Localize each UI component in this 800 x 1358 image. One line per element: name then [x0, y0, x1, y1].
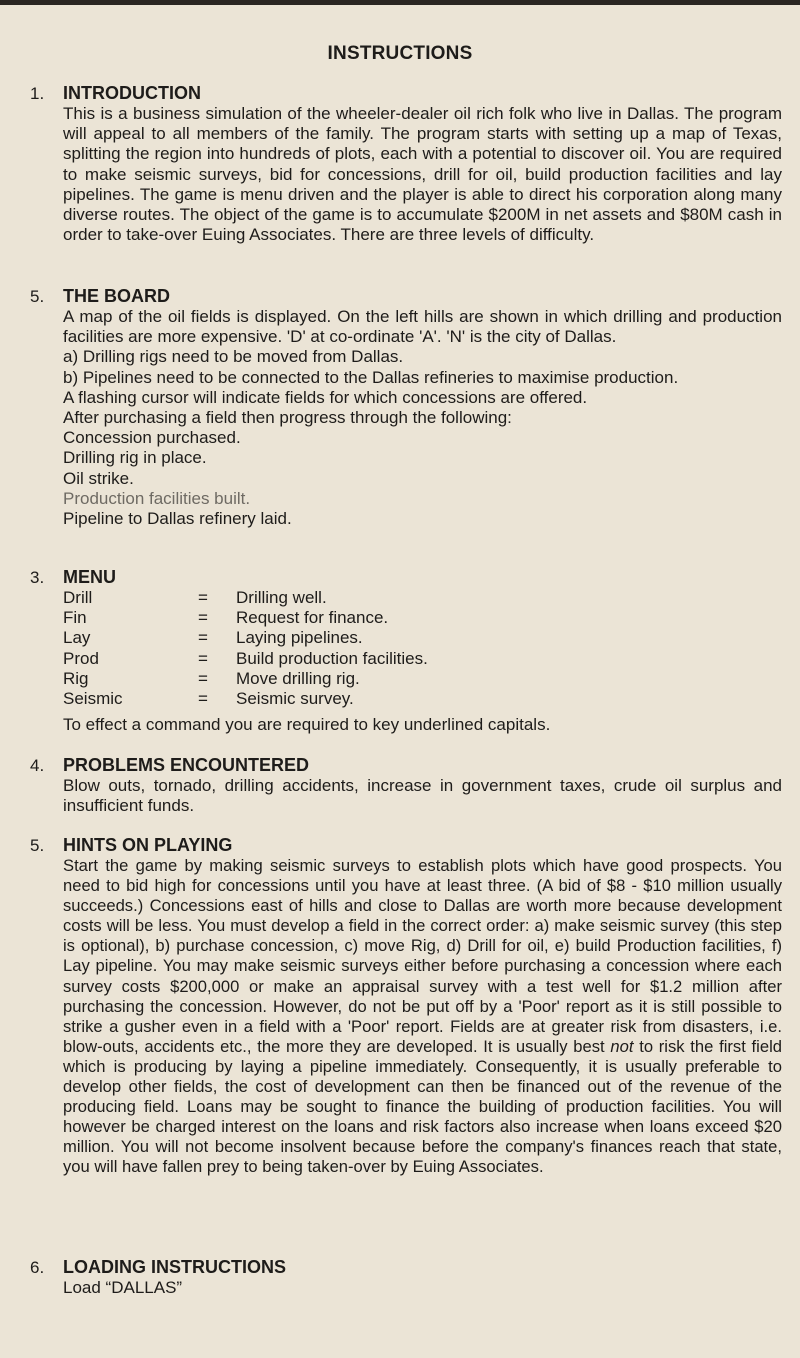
board-line: After purchasing a field then progress through the following: [63, 408, 512, 428]
menu-description: Build production facilities. [236, 648, 428, 668]
menu-equals: = [198, 668, 208, 688]
board-line: b) Pipelines need to be connected to the Dallas refineries to maximise production. [63, 367, 679, 387]
hints-emphasis: not [610, 1036, 634, 1056]
hints-text-part: Start the game by making seismic surveys to establish plots which have good prospects. You need to bid high for concessions until you have at least three. (A bid of $8 - $10 million usually succeeds.) Concessions east of hills and close to Dallas are worth more because development costs will be less. You must develop a field in the correct order: a) make seismic survey (this step is optional), b) purchase concession, c) move Rig, d) Drill for oil, e) build Production facilities, f) Lay pipeline. You may make seismic surveys either before purchasing a concession where each survey costs $200,000 or make an appraisal survey with a test well for $1.2 million after purchasing the concession. However, do not be put off by a 'Poor' report as it is still possible to strike a gusher even in a field with a 'Poor' report. Fields are at greater risk from disasters, i.e. blow-outs, accidents etc., the more they are developed. It is usually best [63, 856, 782, 1056]
section-heading: THE BOARD [63, 286, 170, 306]
menu-key: Prod [63, 648, 99, 668]
section-heading: LOADING INSTRUCTIONS [63, 1257, 286, 1277]
section-number: 1. [30, 84, 45, 103]
menu-equals: = [198, 628, 208, 648]
board-step: Drilling rig in place. [63, 448, 207, 468]
board-step: Concession purchased. [63, 428, 241, 448]
menu-key: Lay [63, 628, 91, 648]
board-paragraph: A map of the oil fields is displayed. On the left hills are shown in which drilling and production facilities are more expensive. 'D' at co-ordinate 'A'. 'N' is the city of Dallas. [63, 307, 782, 347]
menu-key: Rig [63, 668, 89, 688]
menu-key: Seismic [63, 688, 123, 708]
problems-paragraph: Blow outs, tornado, drilling accidents, increase in government taxes, crude oil surplus and insufficient funds. [63, 776, 782, 816]
section-heading: PROBLEMS ENCOUNTERED [63, 755, 310, 775]
menu-equals: = [198, 588, 208, 607]
intro-paragraph: This is a business simulation of the wheeler-dealer oil rich folk who live in Dallas. The program will appeal to all members of the family. The program starts with setting up a map of Texas, splitting the region into hundreds of plots, each with a potential to discover oil. You are required to make seismic surveys, bid for concessions, drill for oil, build production facilities and lay pipelines. The game is menu driven and the player is able to direct his corporation along many diverse routes. The object of the game is to accumulate $200M in net assets and $80M cash in order to take-over Euing Associates. There are three levels of difficulty. [63, 104, 782, 245]
board-line: a) Drilling rigs need to be moved from Dallas. [63, 347, 404, 367]
section-number: 4. [30, 756, 45, 775]
board-step: Oil strike. [63, 468, 134, 488]
menu-key: Fin [63, 608, 87, 628]
menu-description: Drilling well. [236, 588, 327, 607]
loading-command: Load “DALLAS” [63, 1278, 183, 1297]
menu-key: Drill [63, 588, 93, 607]
board-line: A flashing cursor will indicate fields for which concessions are offered. [63, 387, 588, 407]
menu-equals: = [198, 608, 208, 628]
menu-row-lay [63, 628, 782, 648]
section-number: 6. [30, 1258, 45, 1277]
section-number: 5. [30, 287, 45, 306]
section-menu [30, 567, 782, 735]
menu-description: Request for finance. [236, 608, 389, 628]
board-step: Pipeline to Dallas refinery laid. [63, 509, 292, 529]
section-heading: MENU [63, 567, 116, 587]
hints-paragraph [63, 856, 782, 1178]
section-number: 3. [30, 568, 45, 587]
section-introduction [30, 83, 782, 245]
section-heading: HINTS ON PLAYING [63, 835, 233, 855]
menu-description: Laying pipelines. [236, 628, 363, 648]
menu-equals: = [198, 648, 208, 668]
menu-row-drill [63, 588, 782, 608]
section-loading [30, 1257, 782, 1298]
menu-row-seismic [63, 689, 782, 709]
menu-equals: = [198, 688, 208, 708]
hints-text-part: to risk the first field which is producing by laying a pipeline immediately. Consequently, it is usually preferable to develop other fields, the cost of development can then be financed out of the revenue of the producing field. Loans may be sought to finance the building of production facilities. You will however be charged interest on the loans and risk factors also increase when loans exceed $20 million. You will not become insolvent because before the company's finances reach that state, you will have fallen prey to being taken-over by Euing Associates. [63, 1036, 782, 1177]
menu-description: Seismic survey. [236, 688, 354, 708]
section-problems [30, 755, 782, 816]
menu-note: To effect a command you are required to key underlined capitals. [63, 715, 551, 735]
menu-row-prod [63, 649, 782, 669]
page-top-edge [0, 0, 800, 5]
menu-row-fin [63, 608, 782, 628]
section-hints [30, 835, 782, 1178]
page-title: INSTRUCTIONS [327, 43, 473, 64]
section-number: 5. [30, 836, 45, 855]
section-heading: INTRODUCTION [63, 83, 201, 103]
menu-description: Move drilling rig. [236, 668, 360, 688]
board-step: Production facilities built. [63, 488, 251, 508]
menu-row-rig [63, 669, 782, 689]
section-the-board [30, 286, 782, 529]
